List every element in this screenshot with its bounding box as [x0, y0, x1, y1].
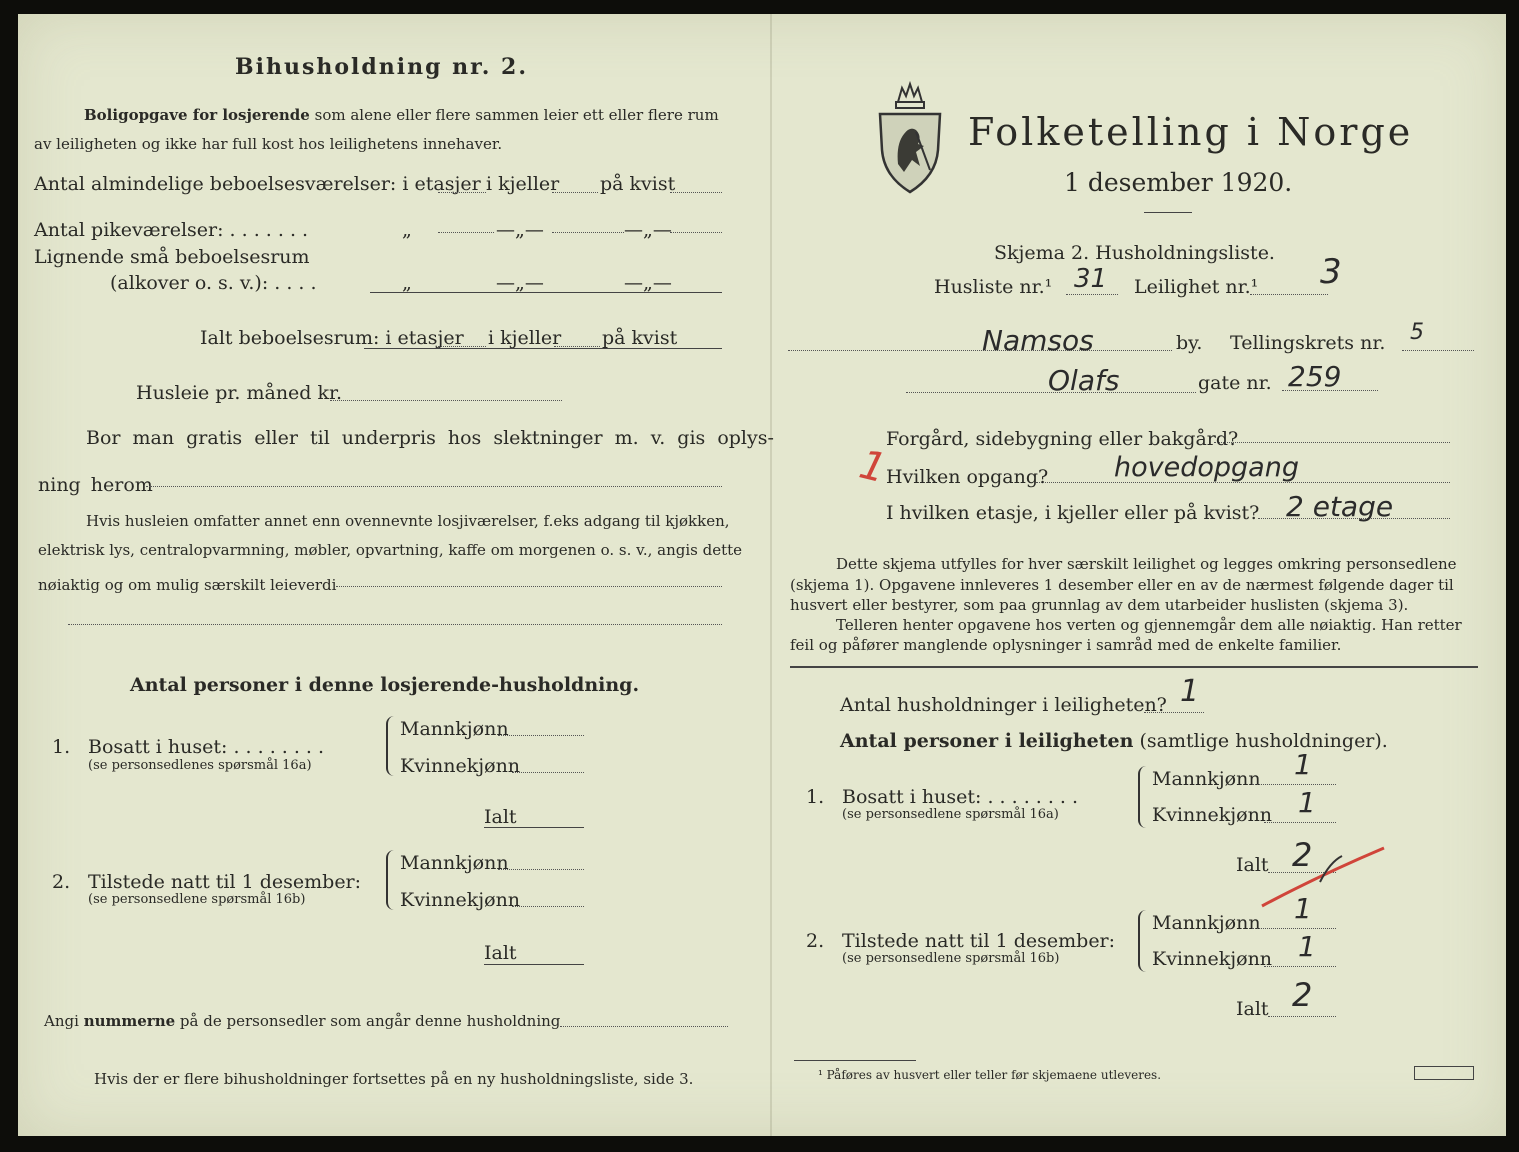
- right-q1-kvinne-label: Kvinnekjønn: [1152, 804, 1273, 826]
- right-q2-ialt-field[interactable]: [1268, 1016, 1336, 1017]
- gate-value[interactable]: Olafs: [1048, 364, 1120, 397]
- angi-post: på de personsedler som angår denne husholdning: [179, 1012, 561, 1030]
- info-separator: [790, 666, 1478, 668]
- right-q2-mann-field[interactable]: [1252, 928, 1336, 929]
- ialt-rooms-etasjer-field[interactable]: [438, 346, 486, 347]
- left-title: Bihusholdning nr. 2.: [235, 54, 528, 80]
- forgaard-field[interactable]: [1214, 442, 1450, 443]
- leilighet-label: Leilighet nr.¹: [1134, 276, 1259, 298]
- pike-label: Antal pikeværelser: . . . . . . .: [34, 219, 309, 241]
- hvis-field-extra[interactable]: [68, 624, 722, 625]
- leilighet-field[interactable]: [1250, 294, 1328, 295]
- husliste-label: Husliste nr.¹: [934, 276, 1053, 298]
- right-q1-mann-label: Mannkjønn: [1152, 768, 1261, 790]
- left-q1-mann-label: Mannkjønn: [400, 718, 509, 740]
- lignende-ditto-3: —„—: [624, 272, 672, 294]
- footnote-rule: [794, 1060, 916, 1061]
- hvis-line-3: nøiaktig og om mulig særskilt leieverdi: [38, 576, 337, 594]
- left-q2-num: 2.: [52, 871, 71, 893]
- left-q1-label: Bosatt i huset: . . . . . . . .: [88, 736, 325, 758]
- husliste-value[interactable]: 31: [1074, 264, 1108, 294]
- forgaard-label: Forgård, sidebygning eller bakgård?: [886, 428, 1239, 450]
- right-q2-mann-label: Mannkjønn: [1152, 912, 1261, 934]
- left-q2-ialt-label: Ialt: [484, 942, 517, 964]
- intro-bold: Boligopgave for losjerende: [84, 106, 310, 124]
- rooms-kjeller-field[interactable]: [552, 192, 598, 193]
- krets-field[interactable]: [1402, 350, 1474, 351]
- page-fold: [770, 14, 772, 1136]
- red-correction-strike: [1258, 842, 1390, 912]
- rooms-label: Antal almindelige beboelsesværelser: i etasjer: [34, 173, 481, 195]
- right-personer-bold: Antal personer i leiligheten: [840, 730, 1134, 752]
- intro-rest: som alene eller flere sammen leier ett eller flere rum: [314, 106, 719, 124]
- right-q1-note: (se personsedlene spørsmål 16a): [842, 807, 1059, 822]
- right-q1-kvinne-field[interactable]: [1264, 822, 1336, 823]
- right-date: 1 desember 1920.: [1064, 168, 1293, 197]
- right-q2-mann-value[interactable]: 1: [1294, 892, 1312, 925]
- right-q1-mann-field[interactable]: [1252, 784, 1336, 785]
- by-label: by.: [1176, 332, 1203, 354]
- info-line-1: Dette skjema utfylles for hver særskilt leilighet og legges omkring personsedlene: [836, 555, 1457, 573]
- right-personer-rest: (samtlige husholdninger).: [1139, 730, 1388, 752]
- right-q2-kvinne-value[interactable]: 1: [1298, 930, 1316, 963]
- lignende-underline: [370, 292, 722, 293]
- right-q1-num: 1.: [806, 786, 825, 808]
- left-q1-ialt-label: Ialt: [484, 806, 517, 828]
- title-divider: [1144, 212, 1192, 213]
- leilighet-value[interactable]: 3: [1320, 252, 1342, 292]
- right-q2-label: Tilstede natt til 1 desember:: [842, 930, 1116, 952]
- hvis-field[interactable]: [336, 586, 722, 587]
- left-q1-kvinne-field[interactable]: [512, 772, 584, 773]
- lignende-label-2: (alkover o. s. v.): . . . .: [110, 272, 317, 294]
- pike-ditto-2: —„—: [496, 219, 544, 241]
- footnote: ¹ Påføres av husvert eller teller før skjemaene utleveres.: [818, 1068, 1162, 1082]
- hvis-line-1: Hvis husleien omfatter annet enn ovennevnte losjiværelser, f.eks adgang til kjøkken,: [86, 512, 730, 530]
- rooms-kvist-field[interactable]: [670, 192, 722, 193]
- ialt-rooms-kjeller-label: i kjeller: [488, 327, 562, 349]
- krets-value[interactable]: 5: [1410, 320, 1424, 345]
- opgang-value[interactable]: hovedopgang: [1114, 452, 1299, 483]
- etasje-label: I hvilken etasje, i kjeller eller på kvist?: [886, 502, 1260, 524]
- left-q1-ialt-field[interactable]: [484, 827, 584, 828]
- right-q2-kvinne-label: Kvinnekjønn: [1152, 948, 1273, 970]
- right-q1-mann-value[interactable]: 1: [1294, 748, 1312, 781]
- right-q2-kvinne-field[interactable]: [1264, 966, 1336, 967]
- right-q2-ialt-value[interactable]: 2: [1292, 976, 1313, 1014]
- husleie-field[interactable]: [330, 400, 562, 401]
- pike-kvist-field[interactable]: [670, 232, 722, 233]
- angi-pre: Angi: [44, 1012, 79, 1030]
- info-line-2: (skjema 1). Opgavene innleveres 1 desember eller en av de nærmest følgende dager til: [790, 576, 1454, 594]
- pike-etasjer-field[interactable]: [438, 232, 494, 233]
- left-personer-heading: Antal personer i denne losjerende-husholdning.: [130, 674, 640, 696]
- info-line-3: husvert eller bestyrer, som paa grunnlag av dem utarbeider huslisten (skjema 3).: [790, 596, 1409, 614]
- right-title: Folketelling i Norge: [968, 110, 1414, 154]
- right-q2-num: 2.: [806, 930, 825, 952]
- hvis-line-2: elektrisk lys, centralopvarmning, møbler, opvartning, kaffe om morgenen o. s. v., angis dette: [38, 541, 743, 559]
- pike-ditto-1: „: [402, 219, 412, 241]
- left-q1-num: 1.: [52, 736, 71, 758]
- gate-label: gate nr.: [1198, 372, 1272, 394]
- intro-line2: av leiligheten og ikke har full kost hos leilighetens innehaver.: [34, 135, 503, 153]
- left-q2-ialt-field[interactable]: [484, 964, 584, 965]
- right-q2-ialt-label: Ialt: [1236, 998, 1269, 1020]
- left-q2-note: (se personsedlene spørsmål 16b): [88, 892, 306, 907]
- right-q1-label: Bosatt i huset: . . . . . . . .: [842, 786, 1079, 808]
- bor-field[interactable]: [146, 486, 722, 487]
- ialt-rooms-underline: [364, 348, 722, 349]
- margin-red-mark: 1: [854, 441, 891, 493]
- pike-kjeller-field[interactable]: [552, 232, 624, 233]
- left-q1-kvinne-label: Kvinnekjønn: [400, 755, 521, 777]
- right-q1-kvinne-value[interactable]: 1: [1298, 786, 1316, 819]
- bor-line-1: Bor man gratis eller til underpris hos slektninger m. v. gis oplys-: [86, 427, 774, 449]
- left-q1-brace: [386, 716, 394, 776]
- bor-line-2: ning herom: [38, 474, 153, 496]
- left-q2-kvinne-label: Kvinnekjønn: [400, 889, 521, 911]
- krets-label: Tellingskrets nr.: [1230, 332, 1386, 354]
- skjema-label: Skjema 2. Husholdningsliste.: [994, 242, 1275, 264]
- census-form-sheet: [18, 14, 1506, 1136]
- right-q2-brace: [1138, 910, 1146, 972]
- info-line-5: feil og påfører manglende oplysninger i samråd med de enkelte familier.: [790, 636, 1342, 654]
- left-q2-brace: [386, 850, 394, 910]
- right-q1-brace: [1138, 766, 1146, 828]
- husholdninger-value[interactable]: 1: [1180, 674, 1200, 709]
- lignende-label-1: Lignende små beboelsesrum: [34, 246, 310, 268]
- right-q1-ialt-label: Ialt: [1236, 854, 1269, 876]
- husholdninger-field[interactable]: [1144, 712, 1204, 713]
- ialt-rooms-kjeller-field[interactable]: [554, 346, 600, 347]
- etasje-value[interactable]: 2 etage: [1286, 490, 1394, 523]
- left-q1-mann-field[interactable]: [498, 735, 584, 736]
- rooms-kjeller-label: i kjeller: [486, 173, 560, 195]
- lignende-ditto-2: —„—: [496, 272, 544, 294]
- left-q1-note: (se personsedlenes spørsmål 16a): [88, 758, 312, 773]
- printer-stamp-icon: [1414, 1066, 1474, 1080]
- ialt-rooms-label: Ialt beboelsesrum: i etasjer: [200, 327, 464, 349]
- rooms-etasjer-field[interactable]: [438, 192, 486, 193]
- opgang-label: Hvilken opgang?: [886, 466, 1049, 488]
- by-value[interactable]: Namsos: [982, 324, 1094, 357]
- husleie-label: Husleie pr. måned kr.: [136, 382, 343, 404]
- pike-ditto-3: —„—: [624, 219, 672, 241]
- lignende-ditto-1: „: [402, 272, 412, 294]
- rooms-kvist-label: på kvist: [600, 173, 676, 195]
- husholdninger-label: Antal husholdninger i leiligheten?: [840, 694, 1167, 716]
- info-line-4: Telleren henter opgavene hos verten og gjennemgår dem alle nøiaktig. Han retter: [836, 616, 1462, 634]
- right-q2-note: (se personsedlene spørsmål 16b): [842, 951, 1060, 966]
- angi-field[interactable]: [560, 1026, 728, 1027]
- left-q2-kvinne-field[interactable]: [512, 906, 584, 907]
- left-footer: Hvis der er flere bihusholdninger fortsettes på en ny husholdningsliste, side 3.: [94, 1070, 694, 1088]
- left-q2-mann-field[interactable]: [498, 869, 584, 870]
- left-q2-label: Tilstede natt til 1 desember:: [88, 871, 362, 893]
- by-field[interactable]: [788, 350, 1172, 351]
- ialt-rooms-kvist-label: på kvist: [602, 327, 678, 349]
- angi-bold: nummerne: [83, 1012, 176, 1030]
- husliste-field[interactable]: [1066, 294, 1118, 295]
- gate-nr-value[interactable]: 259: [1288, 360, 1342, 393]
- right-q1-ialt-value[interactable]: 2: [1292, 836, 1313, 874]
- norwegian-coat-of-arms-icon: [876, 80, 944, 196]
- left-q2-mann-label: Mannkjønn: [400, 852, 509, 874]
